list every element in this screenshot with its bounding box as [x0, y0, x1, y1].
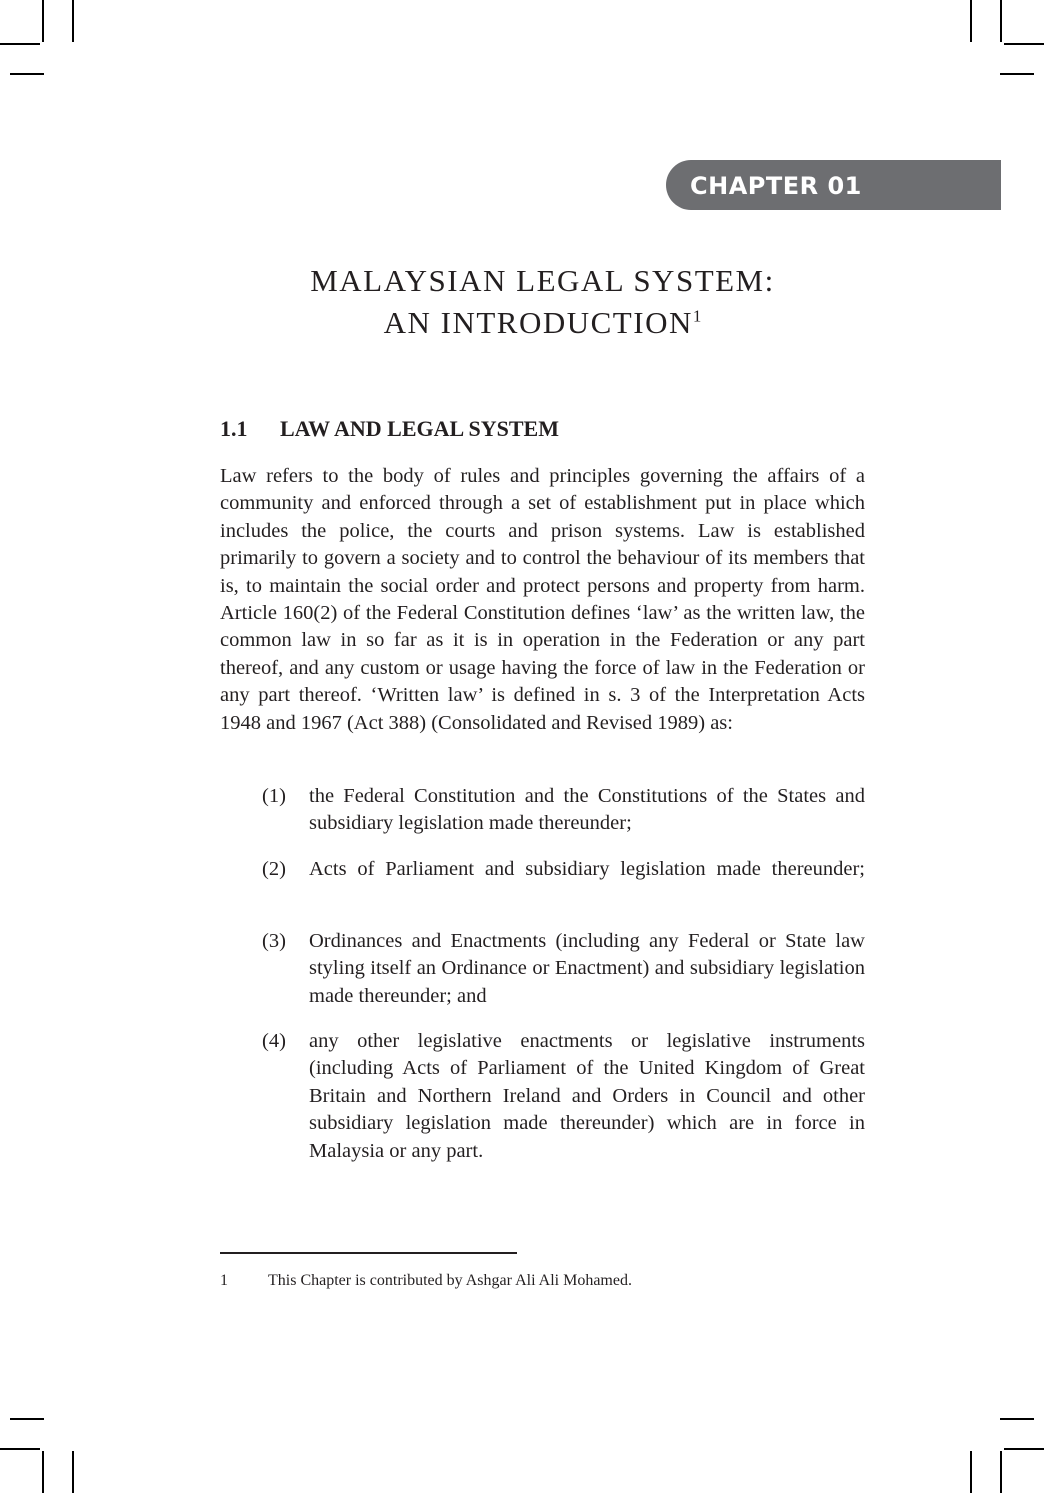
list-item-marker: (2) — [262, 858, 286, 880]
footnote-text: This Chapter is contributed by Ashgar Ali Ali Mohamed. — [268, 1272, 632, 1289]
crop-mark — [10, 73, 44, 75]
section-number: 1.1 — [220, 416, 248, 441]
list-item-marker: (3) — [262, 930, 286, 952]
crop-mark — [0, 43, 40, 45]
title-line-2-text: AN INTRODUCTION — [383, 305, 693, 340]
crop-mark — [1000, 73, 1034, 75]
chapter-label: CHAPTER 01 — [690, 172, 862, 200]
list-item-text: Ordinances and Enactments (including any Federal or State law styling itself an Ordinance or Enactment) and subsidiary legislation made thereunder; and — [309, 930, 865, 1007]
body-paragraph: Law refers to the body of rules and principles governing the affairs of a community and enforced through a set of establishment put in place which includes the police, the courts and prison systems. Law is established primarily to govern a society and to control the behaviour of its members that is, to maintain the social order and protect persons and property from harm. Article 160(2) of the Federal Constitution defines ‘law’ as the written law, the common law in so far as it is in operation in the Federation or any part thereof, and any custom or usage having the force of law in the Federation or any part thereof. ‘Written law’ is defined in s. 3 of the Interpretation Acts 1948 and 1967 (Act 388) (Consolidated and Revised 1989) as: — [220, 465, 865, 734]
crop-mark — [10, 1418, 44, 1420]
crop-mark — [1000, 0, 1002, 42]
crop-mark — [970, 0, 972, 42]
crop-mark — [970, 1451, 972, 1493]
crop-mark — [42, 0, 44, 42]
title-footnote-ref: 1 — [692, 306, 702, 326]
footnote-number: 1 — [220, 1272, 228, 1289]
section-heading — [220, 416, 559, 442]
title-line-1: MALAYSIAN LEGAL SYSTEM: — [310, 263, 775, 298]
chapter-tab — [666, 160, 1001, 210]
footnote-rule — [220, 1252, 517, 1254]
list-item-marker: (4) — [262, 1030, 286, 1052]
title-line-2 — [220, 302, 865, 344]
crop-mark — [1000, 1451, 1002, 1493]
list-item — [262, 1028, 865, 1165]
crop-mark — [72, 1451, 74, 1493]
list-item — [262, 856, 865, 883]
list-item-text: Acts of Parliament and subsidiary legislation made thereunder; — [309, 858, 865, 880]
crop-mark — [1004, 43, 1044, 45]
crop-mark — [42, 1451, 44, 1493]
list-item-text: any other legislative enactments or legislative instruments (including Acts of Parliament of the United Kingdom of Great Britain and Northern Ireland and Orders in Council and other subsidiary legislation made thereunder) which are in force in Malaysia or any part. — [309, 1030, 865, 1162]
crop-mark — [1004, 1448, 1044, 1450]
chapter-title — [220, 260, 865, 344]
list-item-text: the Federal Constitution and the Constitutions of the States and subsidiary legislation made thereunder; — [309, 785, 865, 835]
crop-mark — [1000, 1418, 1034, 1420]
crop-mark — [72, 0, 74, 42]
list-item — [262, 783, 865, 838]
footnote — [220, 1272, 632, 1290]
list-item-marker: (1) — [262, 785, 286, 807]
list-item — [262, 928, 865, 1010]
section-heading-text: LAW AND LEGAL SYSTEM — [280, 416, 559, 441]
crop-mark — [0, 1448, 40, 1450]
